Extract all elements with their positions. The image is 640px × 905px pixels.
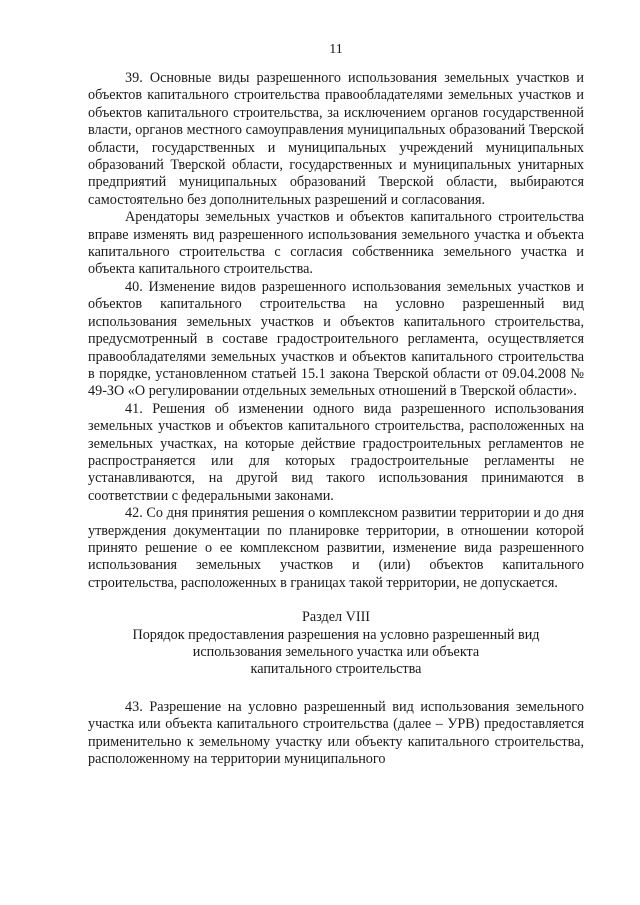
- paragraph-40: 40. Изменение видов разрешенного использования земельных участков и объектов капитального строительства на условно разрешенный вид использования земельных участков и объектов капитального строительства, предусмотренный в составе градостроительного регламента, осуществляется правообладателями земельных участков и объектов капитального строительства в порядке, установленном статьей 15.1 закона Тверской области от 09.04.2008 № 49-ЗО «О регулировании отдельных земельных отношений в Тверской области».: [88, 278, 584, 400]
- page-number: 11: [329, 42, 343, 57]
- section-title: [88, 627, 584, 679]
- section-title-line-2: использования земельного участка или объекта: [192, 644, 480, 660]
- section-title-line-3: капитального строительства: [250, 661, 422, 678]
- paragraph-39-tenants: Арендаторы земельных участков и объектов капитального строительства вправе изменять вид разрешенного использования земельного участка и объекта капитального строительства с согласия собственника земельного участка и объекта капитального строительства.: [88, 209, 584, 278]
- paragraph-39: 39. Основные виды разрешенного использования земельных участков и объектов капитального строительства правообладателями земельных участков и объектов капитального строительства, за исключением органов государственной власти, органов местного самоуправления муниципальных образований Тверской области, государственных и муниципальных учреждений муниципальных образований Тверской области, государственных и муниципальных унитарных предприятий муниципальных образований Тверской области, выбираются самостоятельно без дополнительных разрешений и согласования.: [88, 70, 584, 208]
- paragraph-41: 41. Решения об изменении одного вида разрешенного использования земельных участков и объектов капитального строительства, расположенных на земельных участках, на которые действие градостроительных регламентов не распространяется или для которых градостроительные регламенты не устанавливаются, на другой вид такого использования принимаются в соответствии с федеральными законами.: [88, 400, 584, 504]
- section-title-line-1: Порядок предоставления разрешения на условно разрешенный вид: [132, 626, 540, 643]
- paragraph-42: 42. Со дня принятия решения о комплексном развитии территории и до дня утверждения документации по планировке территории, в отношении которой принято решение о ее комплексном развитии, изменение вида разрешенного использования земельных участков и (или) объектов капитального строительства, расположенных в границах такой территории, не допускается.: [88, 505, 584, 591]
- paragraph-43: 43. Разрешение на условно разрешенный вид использования земельного участка или объекта капитального строительства (далее – УРВ) предоставляется применительно к земельному участку или объекту капитального строительства, расположенному на территории муниципального: [88, 698, 584, 768]
- section-number: Раздел VIII: [301, 609, 371, 626]
